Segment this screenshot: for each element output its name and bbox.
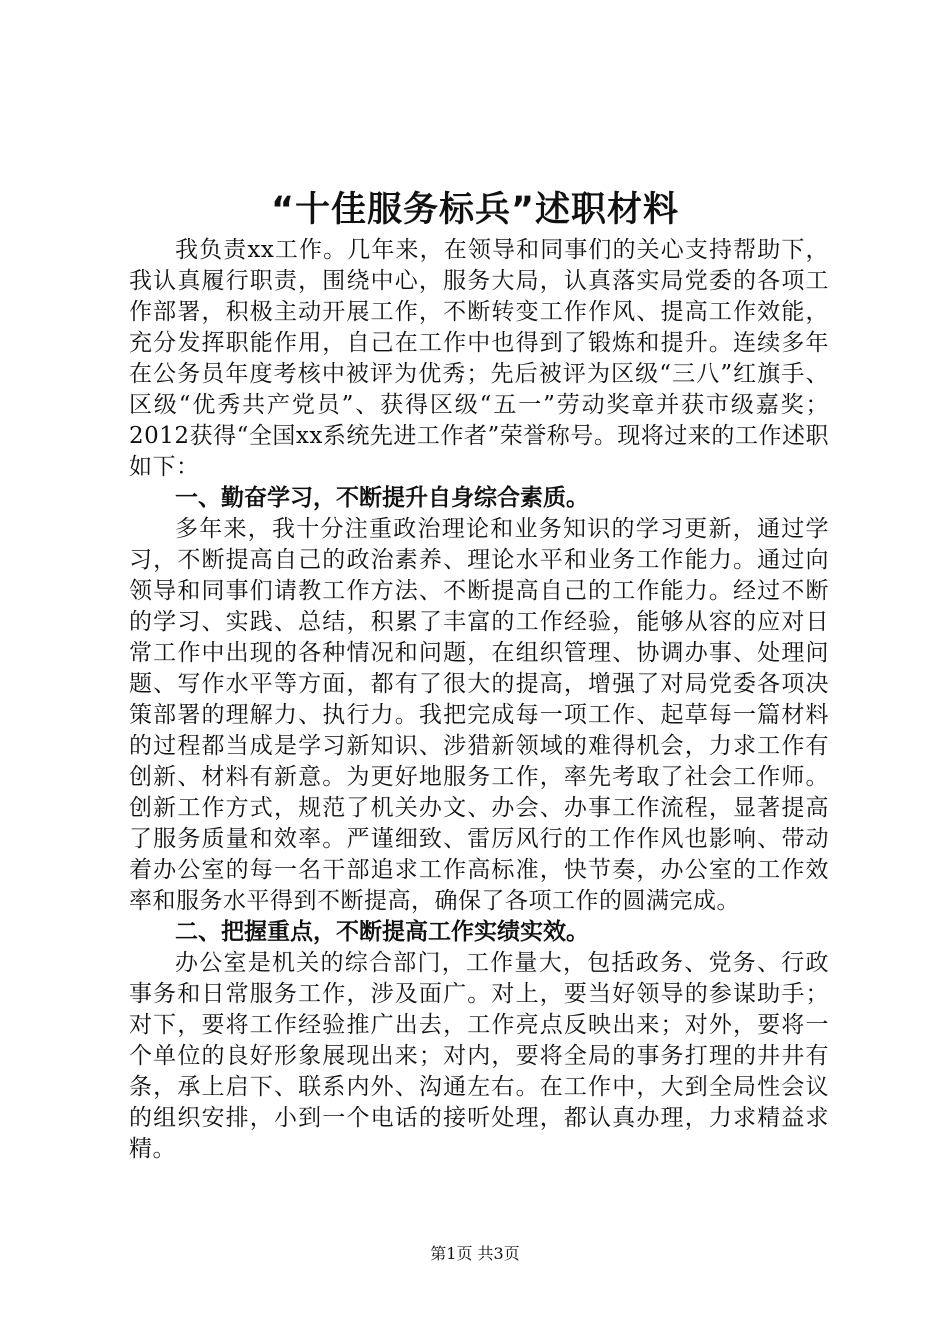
section-1-paragraph: 多年来，我十分注重政治理论和业务知识的学习更新，通过学习，不断提高自己的政治素养、理论水平和业务工作能力。通过向领导和同事们请教工作方法、不断提高自己的工作能力。经过不断的学习、实践、总结，积累了丰富的工作经验，能够从容的应对日常工作中出现的各种情况和问题，在组织管理、协调办事、处理问题、写作水平等方面，都有了很大的提高，增强了对局党委各项决策部署的理解力、执行力。我把完成每一项工作、起草每一篇材料的过程都当成是学习新知识、涉猎新领域的难得机会，力求工作有创新、材料有新意。为更好地服务工作，率先考取了社会工作师。创新工作方式，规范了机关办文、办会、办事工作流程，显著提高了服务质量和效率。严谨细致、雷厉风行的工作作风也影响、带动着办公室的每一名干部追求工作高标准，快节奏，办公室的工作效率和服务水平得到不断提高，确保了各项工作的圆满完成。 [129,516,829,914]
document-body [129,235,829,1165]
intro-paragraph: 我负责xx工作。几年来，在领导和同事们的关心支持帮助下，我认真履行职责，围绕中心，服务大局，认真落实局党委的各项工作部署，积极主动开展工作，不断转变工作作风、提高工作效能，充分发挥职能作用，自己在工作中也得到了锻炼和提升。连续多年在公务员年度考核中被评为优秀；先后被评为区级“三八”红旗手、区级“优秀共产党员”、获得区级“五一”劳动奖章并获市级嘉奖；2012获得“全国xx系统先进工作者”荣誉称号。现将过来的工作述职如下： [129,237,829,480]
section-heading-2: 二、把握重点，不断提高工作实绩实效。 [175,919,589,945]
section-heading-1: 一、勤奋学习，不断提升自身综合素质。 [175,485,589,511]
document-title: “十佳服务标兵”述职材料 [270,190,679,230]
section-2-paragraph: 办公室是机关的综合部门，工作量大，包括政务、党务、行政事务和日常服务工作，涉及面广。对上，要当好领导的参谋助手；对下，要将工作经验推广出去，工作亮点反映出来；对外，要将一个单位的良好形象展现出来；对内，要将全局的事务打理的井井有条，承上启下、联系内外、沟通左右。在工作中，大到全局性会议的组织安排，小到一个电话的接听处理，都认真办理，力求精益求精。 [129,950,829,1162]
page-number-footer: 第1页 共3页 [430,1244,520,1263]
